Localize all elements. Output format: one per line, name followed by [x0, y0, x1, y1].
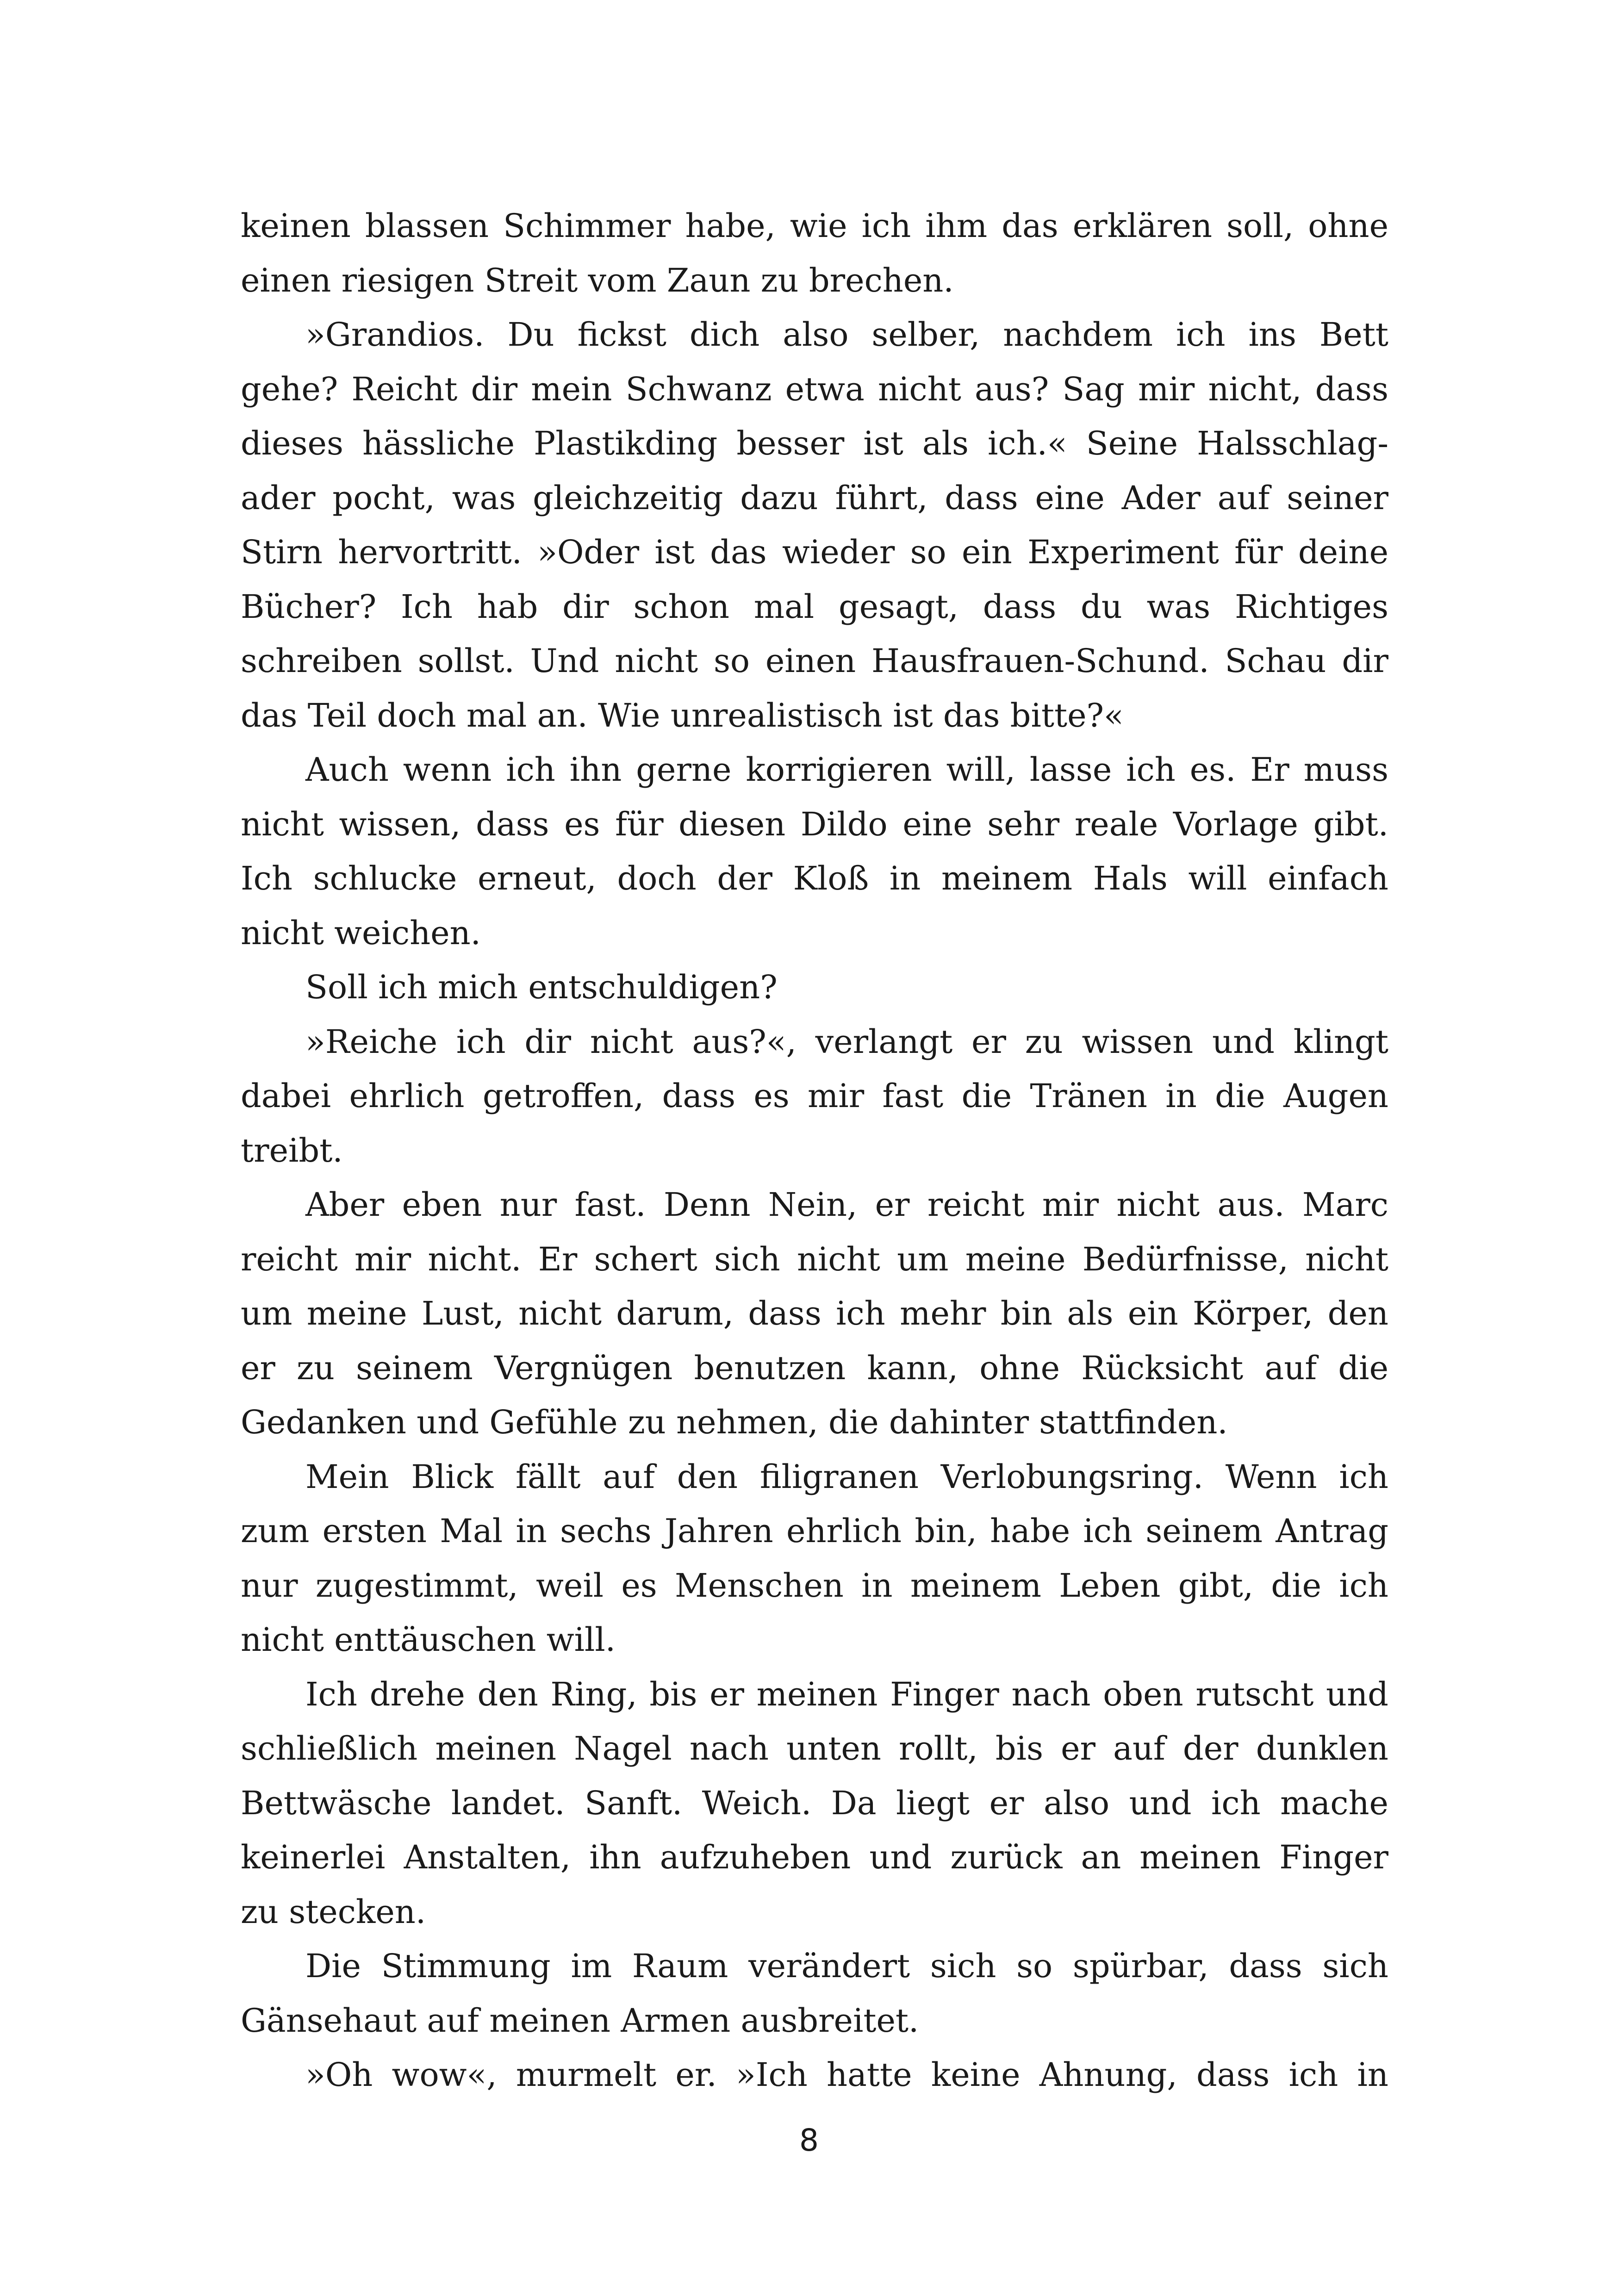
text-line: Ich drehe den Ring, bis er meinen Finger nach oben rutscht und: [305, 1675, 1388, 1713]
text-line: Aber eben nur fast. Denn Nein, er reicht mir nicht aus. Marc: [305, 1186, 1388, 1224]
text-line: keinen blassen Schimmer habe, wie ich ihm das erklären soll, ohne: [241, 207, 1388, 245]
text-line: reicht mir nicht. Er schert sich nicht um meine Bedürfnisse, nicht: [241, 1240, 1388, 1278]
text-line: »Reiche ich dir nicht aus?«, verlangt er zu wissen und klingt: [305, 1022, 1388, 1061]
page-number: 8: [799, 2122, 819, 2158]
text-line: »Oh wow«, murmelt er. »Ich hatte keine Ahnung, dass ich in: [305, 2056, 1388, 2094]
text-line: ader pocht, was gleichzeitig dazu führt, dass eine Ader auf seiner: [241, 479, 1388, 517]
text-line: Bücher? Ich hab dir schon mal gesagt, dass du was Richtiges: [241, 587, 1388, 626]
text-line: Die Stimmung im Raum verändert sich so spürbar, dass sich: [305, 1947, 1388, 1985]
text-line: um meine Lust, nicht darum, dass ich mehr bin als ein Körper, den: [241, 1294, 1388, 1332]
text-line: nicht wissen, dass es für diesen Dildo eine sehr reale Vorlage gibt.: [241, 805, 1388, 843]
text-line: Soll ich mich entschuldigen?: [305, 968, 778, 1006]
text-line: gehe? Reicht dir mein Schwanz etwa nicht aus? Sag mir nicht, dass: [241, 370, 1388, 408]
text-line: einen riesigen Streit vom Zaun zu brechen.: [241, 261, 954, 299]
text-line: Auch wenn ich ihn gerne korrigieren will, lasse ich es. Er muss: [305, 751, 1388, 789]
text-line: nur zugestimmt, weil es Menschen in meinem Leben gibt, die ich: [241, 1566, 1388, 1605]
text-line: dieses hässliche Plastikding besser ist als ich.« Seine Halsschlag-: [241, 424, 1388, 462]
text-line: dabei ehrlich getroffen, dass es mir fast die Tränen in die Augen: [241, 1077, 1388, 1115]
text-line: »Grandios. Du fickst dich also selber, nachdem ich ins Bett: [305, 316, 1388, 354]
text-line: Bettwäsche landet. Sanft. Weich. Da liegt er also und ich mache: [241, 1784, 1388, 1822]
text-line: Stirn hervortritt. »Oder ist das wieder so ein Experiment für deine: [241, 533, 1388, 571]
text-line: keinerlei Anstalten, ihn aufzuheben und zurück an meinen Finger: [241, 1838, 1388, 1876]
body-text: [241, 199, 1388, 2103]
text-line: schreiben sollst. Und nicht so einen Hausfrauen-Schund. Schau dir: [241, 642, 1388, 680]
text-line: treibt.: [241, 1131, 343, 1170]
text-line: das Teil doch mal an. Wie unrealistisch ist das bitte?«: [241, 696, 1124, 734]
text-line: zu stecken.: [241, 1892, 426, 1931]
text-line: schließlich meinen Nagel nach unten rollt, bis er auf der dunklen: [241, 1730, 1388, 1767]
text-line: Mein Blick fällt auf den filigranen Verlobungsring. Wenn ich: [305, 1457, 1388, 1496]
text-line: zum ersten Mal in sechs Jahren ehrlich bin, habe ich seinem Antrag: [241, 1512, 1388, 1550]
text-line: nicht enttäuschen will.: [241, 1621, 616, 1659]
text-line: nicht weichen.: [241, 914, 481, 952]
text-line: er zu seinem Vergnügen benutzen kann, ohne Rücksicht auf die: [241, 1349, 1388, 1387]
text-line: Ich schlucke erneut, doch der Kloß in meinem Hals will einfach: [241, 859, 1388, 897]
text-line: Gedanken und Gefühle zu nehmen, die dahinter stattfinden.: [241, 1403, 1228, 1441]
text-line: Gänsehaut auf meinen Armen ausbreitet.: [241, 2001, 919, 2040]
